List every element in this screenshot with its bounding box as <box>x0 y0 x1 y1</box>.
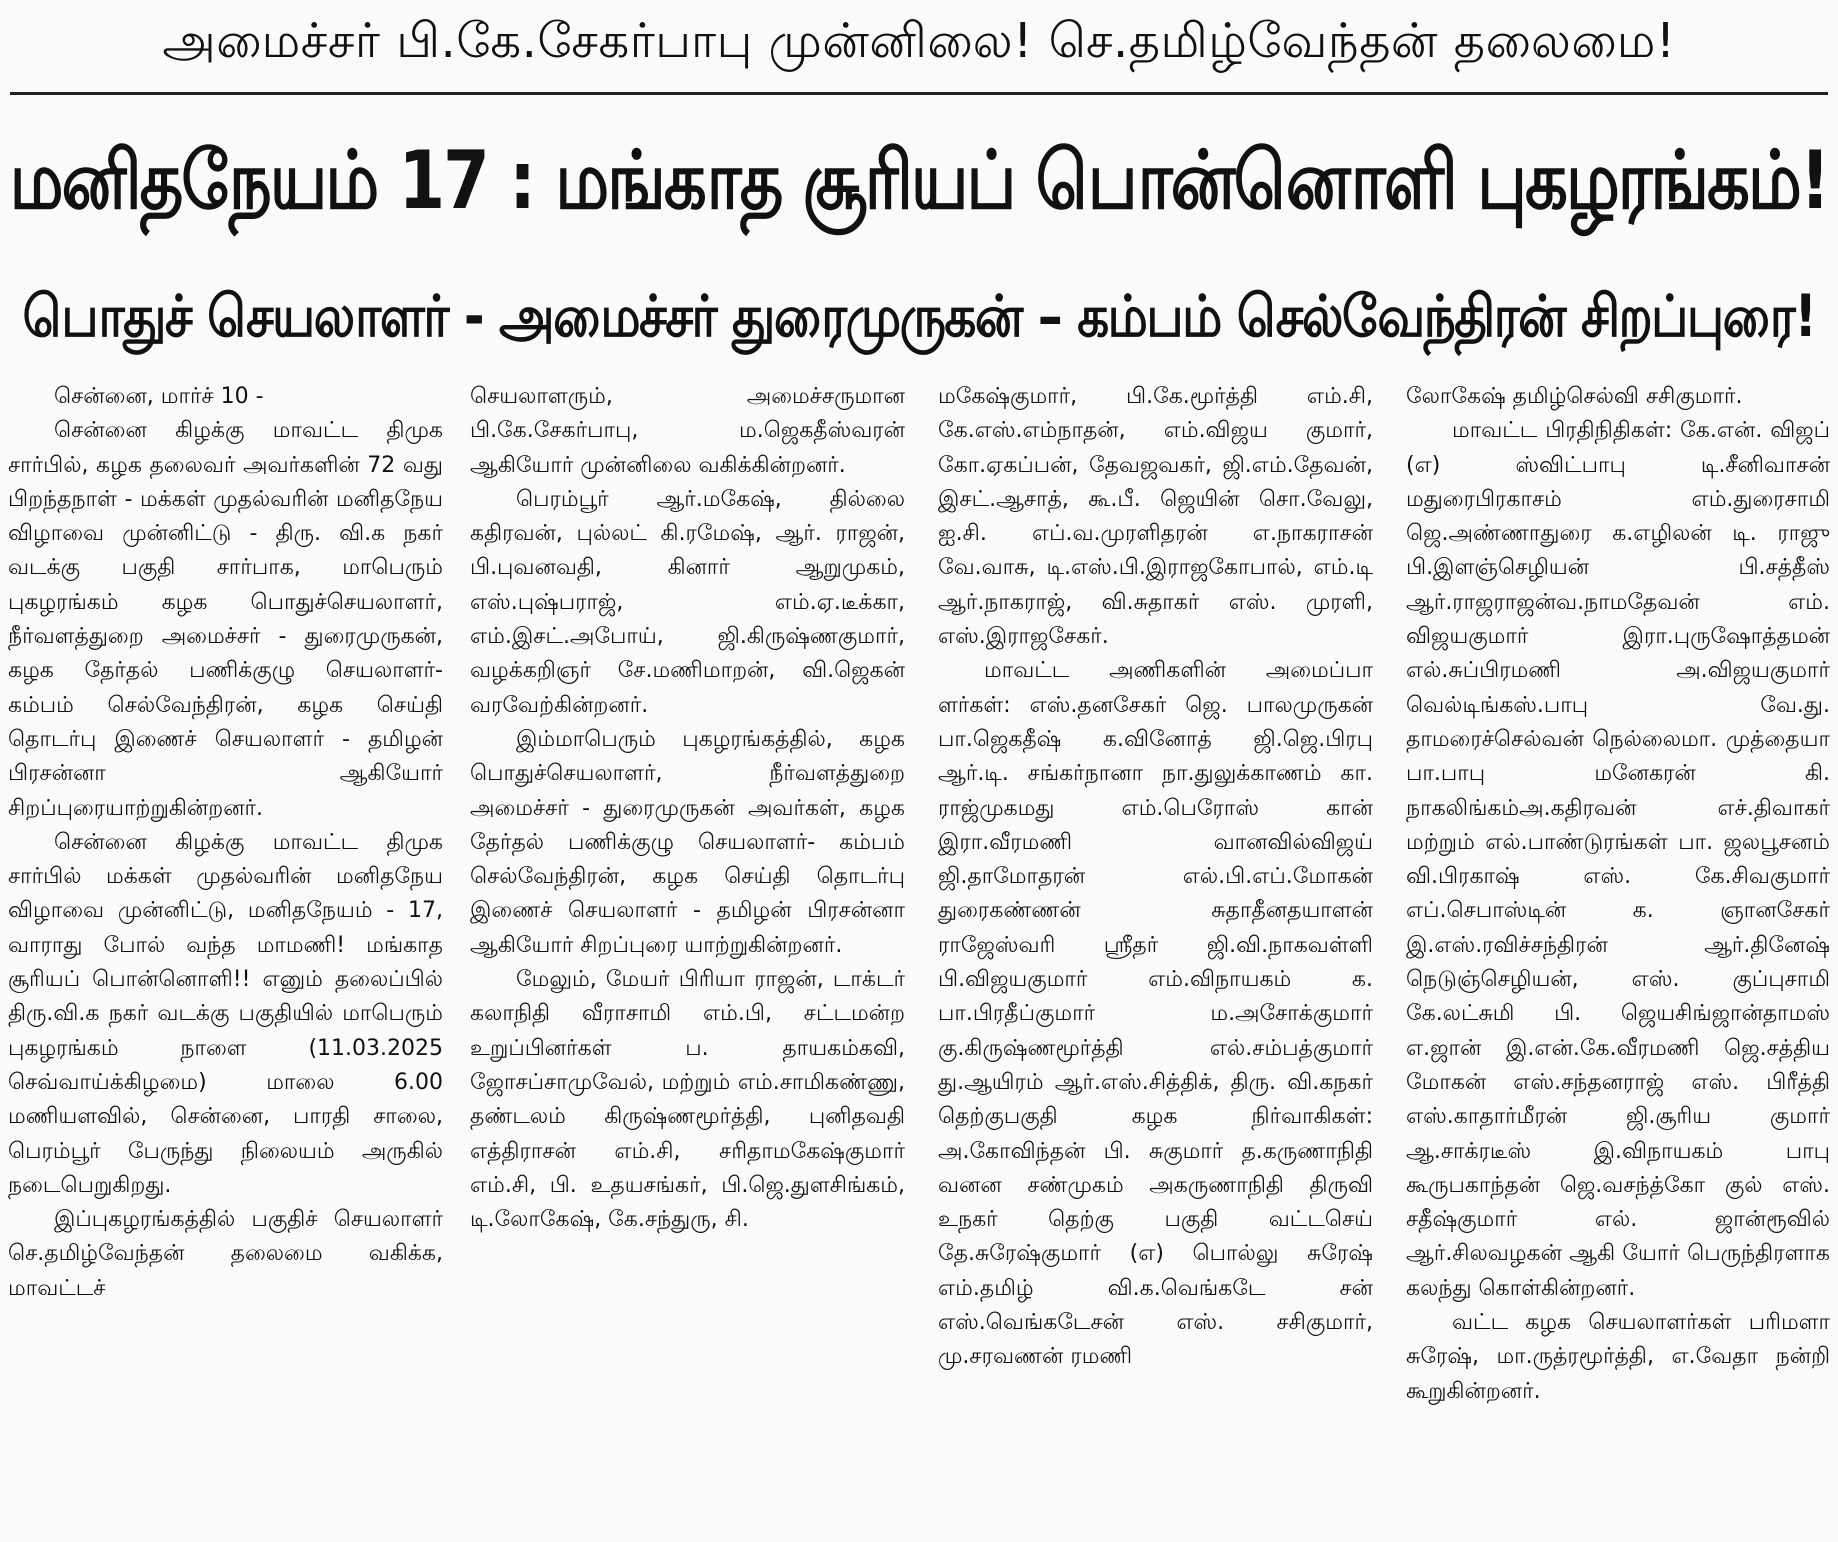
column-3 <box>938 380 1373 1540</box>
kicker-line: அமைச்சர் பி.கே.சேகர்பாபு முன்னிலை! செ.தமிழ்வேந்தன் தலைமை! <box>162 13 1676 69</box>
column-2 <box>470 380 905 1540</box>
paragraph: சென்னை கிழக்கு மாவட்ட திமுக சார்பில், கழக தலைவர் அவர்களின் 72 வது பிறந்தநாள் - மக்கள் முதல்வரின் மனிதநேய விழாவை முன்னிட்டு - திரு. வி.க நகர் வடக்கு பகுதி சார்பாக, மாபெரும் புகழரங்கம் கழக பொதுச்செயலாளர், நீர்வளத்துறை அமைச்சர் - துரைமுருகன், கழக தேர்தல் பணிக்குழு செயலாளர்- கம்பம் செல்வேந்திரன், கழக செய்தி தொடர்பு இணைச் செயலாளர் - தமிழன் பிரசன்னா ஆகியோர் சிறப்புரையாற்றுகின்றனர். <box>8 418 443 821</box>
headline: மனிதநேயம் 17 : மங்காத சூரியப் பொன்னொளி புகழரங்கம்! <box>9 132 1829 227</box>
paragraph: மாவட்ட அணிகளின் அமைப்பா ளர்கள்: எஸ்.தனசேகர் ஜெ. பாலமுருகன் பா.ஜெகதீஷ் க.வினோத் ஜி.ஜெ.பிரபு ஆர்.டி. சங்கர்நானா நா.துலுக்காணம் கா. ராஜ்முகமது எம்.பெரோஸ் கான் இரா.வீரமணி வானவில்விஜய் ஜி.தாமோதரன் எல்.பி.எப்.மோகன் துரைகண்ணன் சுதாதீனதயாளன் ராஜேஸ்வரி ஸ்ரீதர் ஜி.வி.நாகவள்ளி பி.விஜயகுமார் எம்.விநாயகம் க. பா.பிரதீப்குமார் ம.அசோக்குமார் கு.கிருஷ்ணமூர்த்தி எல்.சம்பத்குமார் து.ஆயிரம் ஆர்.எஸ்.சித்திக், திரு. வி.கநகர் தெற்குபகுதி கழக நிர்வாகிகள்: அ.கோவிந்தன் பி. சுகுமார் த.கருணாநிதி வனன சண்முகம் அகருணாநிதி திருவி உநகர் தெற்கு பகுதி வட்டசெய் தே.சுரேஷ்குமார் (எ) பொல்லு சுரேஷ் எம்.தமிழ் வி.க.வெங்கடே சன் எஸ்.வெங்கடேசன் எஸ். சசிகுமார், மு.சரவணன் ரமணி <box>938 658 1373 1370</box>
paragraph: சென்னை கிழக்கு மாவட்ட திமுக சார்பில் மக்கள் முதல்வரின் மனிதநேய விழாவை முன்னிட்டு, மனிதநேயம் - 17, வாராது போல் வந்த மாமணி! மங்காத சூரியப் பொன்னொளி!! எனும் தலைப்பில் திரு.வி.க நகர் வடக்கு பகுதியில் மாபெரும் புகழரங்கம் நாளை (11.03.2025 செவ்வாய்க்கிழமை) மாலை 6.00 மணியளவில், சென்னை, பாரதி சாலை, பெரம்பூர் பேருந்து நிலையம் அருகில் நடைபெறுகிறது. <box>8 829 443 1198</box>
subheadline: பொதுச் செயலாளர் - அமைச்சர் துரைமுருகன் – கம்பம் செல்வேந்திரன் சிறப்புரை! <box>22 282 1816 350</box>
dateline: சென்னை, மார்ச் 10 - <box>54 384 264 409</box>
paragraph: மாவட்ட பிரதிநிதிகள்: கே.என். விஜப் (எ) ஸ்விட்பாபு டி.சீனிவாசன் மதுரைபிரகாசம் எம்.துரைசாமி ஜெ.அண்ணாதுரை க.எழிலன் டி. ராஜு பி.இளஞ்செழியன் பி.சத்தீஸ் ஆர்.ராஜராஜன்வ.நாமதேவன் எம். விஜயகுமார் இரா.புருஷோத்தமன் எல்.சுப்பிரமணி அ.விஜயகுமார் வெல்டிங்கஸ்.பாபு வே.து. தாமரைச்செல்வன் நெல்லைமா. முத்தையா பா.பாபு மனேகரன் கி. நாகலிங்கம்அ.கதிரவன் எச்.திவாகர் மற்றும் எல்.பாண்டுரங்கள் பா. ஜலபூசனம் வி.பிரகாஷ் எஸ். கே.சிவகுமார் எப்.செபாஸ்டின் க. ஞானசேகர் இ.எஸ்.ரவிச்சந்திரன் ஆர்.தினேஷ் நெடுஞ்செழியன், எஸ். குப்புசாமி கே.லட்சுமி பி. ஜெயசிங்ஜான்தாமஸ் எ.ஜான் இ.என்.கே.வீரமணி ஜெ.சத்திய மோகன் எஸ்.சந்தனராஜ் எஸ். பிரீத்தி எஸ்.காதார்மீரன் ஜி.சூரிய குமார் ஆ.சாக்ரடீஸ் இ.விநாயகம் பாபு கூருபகாந்தன் ஜெ.வசந்த்கோ குல் எஸ். சதீஷ்குமார் எல். ஜான்ரூவில் ஆர்.சிலவழகன் ஆகி யோர் பெருந்திரளாக கலந்து கொள்கின்றனர். <box>1406 418 1830 1301</box>
paragraph: செயலாளரும், அமைச்சருமான பி.கே.சேகர்பாபு, ம.ஜெகதீஸ்வரன் ஆகியோர் முன்னிலை வகிக்கின்றனர். <box>470 384 905 478</box>
paragraph: வட்ட கழக செயலாளர்கள் பரிமளா சுரேஷ், மா.ருத்ரமூர்த்தி, எ.வேதா நன்றி கூறுகின்றனர். <box>1406 1310 1830 1404</box>
column-1 <box>8 380 443 1540</box>
paragraph: இப்புகழரங்கத்தில் பகுதிச் செயலாளர் செ.தமிழ்வேந்தன் தலைமை வகிக்க, மாவட்டச் <box>8 1207 443 1301</box>
paragraph: இம்மாபெரும் புகழரங்கத்தில், கழக பொதுச்செயலாளர், நீர்வளத்துறை அமைச்சர் - துரைமுருகன் அவர்கள், கழக தேர்தல் பணிக்குழு செயலாளர்- கம்பம் செல்வேந்திரன், கழக செய்தி தொடர்பு இணைச் செயலாளர் - தமிழன் பிரசன்னா ஆகியோர் சிறப்புரை யாற்றுகின்றனர். <box>470 726 905 958</box>
paragraph: மேலும், மேயர் பிரியா ராஜன், டாக்டர் கலாநிதி வீராசாமி எம்.பி, சட்டமன்ற உறுப்பினர்கள் ப. தாயகம்கவி, ஜோசப்சாமுவேல், மற்றும் எம்.சாமிகண்ணு, தண்டலம் கிருஷ்ணமூர்த்தி, புனிதவதி எத்திராசன் எம்.சி, சரிதாமகேஷ்குமார் எம்.சி, பி. உதயசங்கர், பி.ஜெ.துளசிங்கம், டி.லோகேஷ், கே.சந்துரு, சி. <box>470 967 905 1233</box>
article-body <box>8 380 1830 1540</box>
paragraph: பெரம்பூர் ஆர்.மகேஷ், தில்லை கதிரவன், புல்லட் கி.ரமேஷ், ஆர். ராஜன், பி.புவனவதி, கினார் ஆறுமுகம், எஸ்.புஷ்பராஜ், எம்.ஏ.டீக்கா, எம்.இசட்.அபோய், ஜி.கிருஷ்ணகுமார், வழக்கறிஞர் சே.மணிமாறன், வி.ஜெகன் வரவேற்கின்றனர். <box>470 486 905 718</box>
paragraph: லோகேஷ் தமிழ்செல்வி சசிகுமார். <box>1406 384 1743 409</box>
column-4 <box>1406 380 1830 1540</box>
paragraph: மகேஷ்குமார், பி.கே.மூர்த்தி எம்.சி, கே.எஸ்.எம்நாதன், எம்.விஜய குமார், கோ.ஏகப்பன், தேவஜவகர், ஜி.எம்.தேவன், இசட்.ஆசாத், கூ.பீ. ஜெயின் சொ.வேலு, ஐ.சி. எப்.வ.முரளிதரன் எ.நாகராசன் வே.வாசு, டி.எஸ்.பி.இராஜகோபால், எம்.டி ஆர்.நாகராஜ், வி.சுதாகர் எஸ். முரளி, எஸ்.இராஜசேகர். <box>938 384 1373 650</box>
